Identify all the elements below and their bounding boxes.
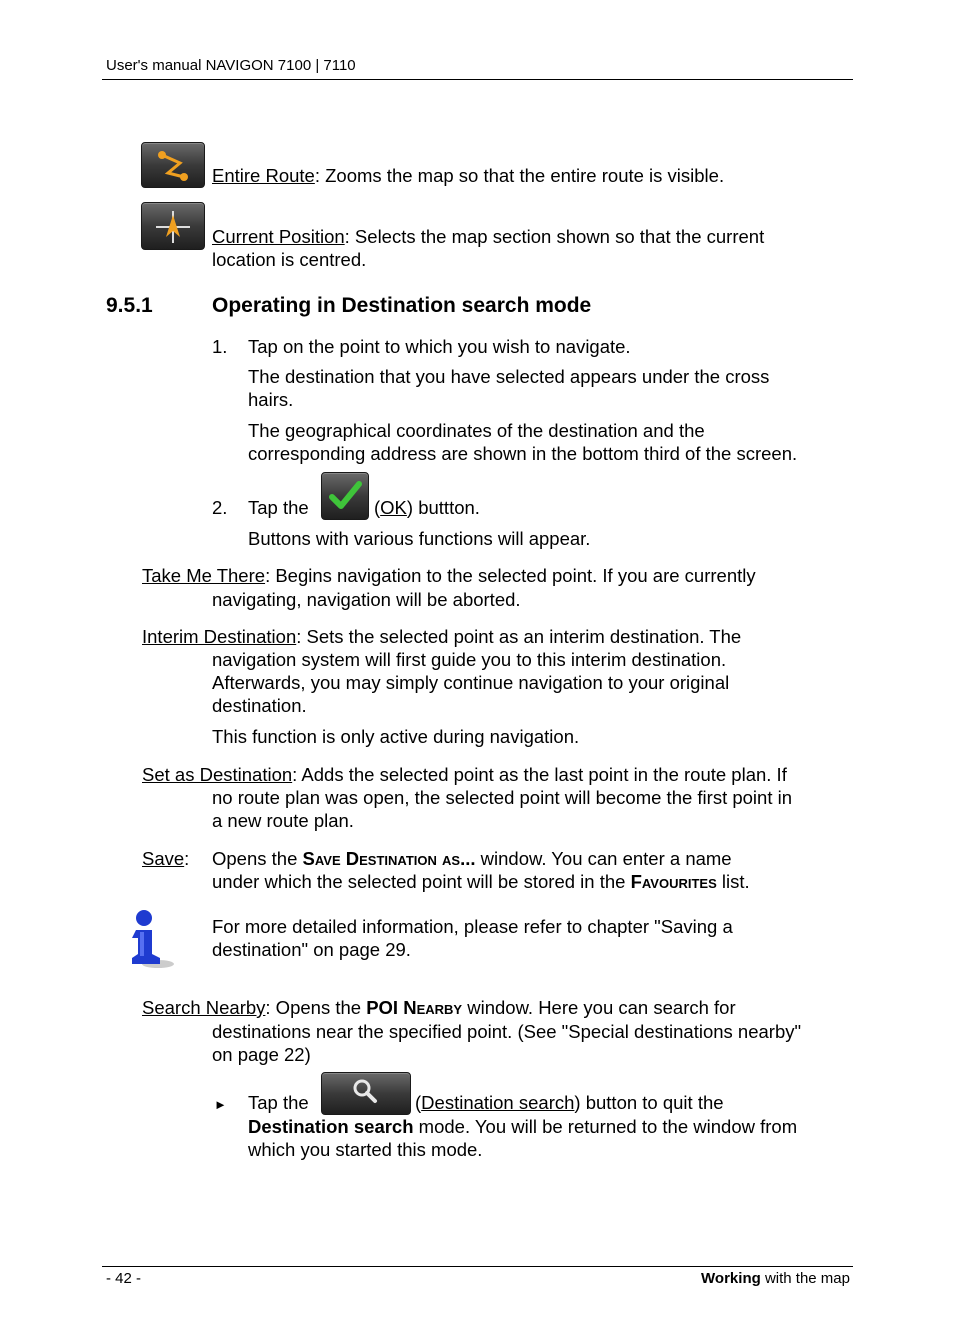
step-2-after: Buttons with various functions will appear.: [248, 528, 591, 549]
save-destination-window-name: Save Destination as...: [302, 848, 476, 869]
step-2-number: 2.: [212, 497, 228, 518]
set-as-destination-continuation: no route plan was open, the selected point will become the first point in a new route plan.: [212, 787, 793, 831]
section-number: 9.5.1: [106, 294, 153, 317]
search-nearby-term: Search Nearby: [142, 997, 266, 1018]
save-term-wrap: Save:: [142, 848, 190, 869]
quit-pre: Tap the: [248, 1092, 309, 1113]
poi-nearby-window-name: POI Nearby: [366, 997, 463, 1018]
entire-route-term: Entire Route: [212, 165, 315, 186]
quit-rest: (Destination search) button to quit the: [415, 1092, 724, 1113]
page-number: - 42 -: [106, 1270, 142, 1287]
bullet-arrow-icon: ►: [214, 1097, 227, 1112]
destination-search-bold: Destination search: [248, 1116, 414, 1137]
current-position-icon: [141, 202, 205, 250]
favourites-name: Favourites: [630, 871, 717, 892]
search-nearby-line-1: Search Nearby: Opens the POI Nearby window. Here you can search for: [142, 997, 736, 1018]
interim-note: This function is only active during navigation.: [212, 726, 580, 747]
search-nearby-continuation: destinations near the specified point. (See "Special destinations nearby" on page 22): [212, 1021, 802, 1065]
running-header: User's manual NAVIGON 7100 | 7110: [106, 57, 356, 74]
current-position-term: Current Position: [212, 226, 345, 247]
footer-section: Working with the map: [701, 1270, 850, 1287]
ok-checkmark-icon: [321, 472, 369, 520]
step-1-text: Tap on the point to which you wish to navigate.: [248, 336, 631, 357]
entire-route-icon: [141, 142, 205, 188]
interim-destination-term: Interim Destination: [142, 626, 297, 647]
entire-route-desc: Entire Route: Zooms the map so that the entire route is visible.: [212, 165, 725, 186]
info-person-icon: [124, 908, 178, 970]
current-position-desc: Current Position: Selects the map section shown so that the current location is centred.: [212, 226, 765, 270]
take-me-there-line-2: navigating, navigation will be aborted.: [212, 589, 521, 610]
footer-rule: [102, 1266, 853, 1267]
info-note-text: For more detailed information, please refer to chapter "Saving a destination" on page 29.: [212, 916, 733, 960]
save-desc: Opens the Save Destination as... window. You can enter a name under which the selected point will be stored in the Favourites list.: [212, 848, 750, 892]
step-1-para-1: The destination that you have selected appears under the cross hairs.: [248, 366, 770, 410]
section-heading: [106, 294, 592, 318]
take-me-there-term: Take Me There: [142, 565, 266, 586]
take-me-there-line-1: Take Me There: Begins navigation to the selected point. If you are currently: [142, 565, 756, 586]
magnifier-icon: [321, 1072, 411, 1115]
destination-search-link: Destination search: [421, 1092, 575, 1113]
step-1-para-2: The geographical coordinates of the destination and the corresponding address are shown in the bottom third of the screen.: [248, 420, 798, 464]
set-as-destination-line-1: Set as Destination: Adds the selected point as the last point in the route plan. If: [142, 764, 787, 785]
quit-continuation: Destination search mode. You will be returned to the window from which you started this mode.: [248, 1116, 798, 1160]
step-2-pre: Tap the: [248, 497, 309, 518]
step-2-rest: (OK) buttton.: [374, 497, 480, 518]
step-1-number: 1.: [212, 336, 228, 357]
set-as-destination-term: Set as Destination: [142, 764, 293, 785]
header-rule: [102, 79, 853, 80]
save-term: Save: [142, 848, 185, 869]
interim-continuation: navigation system will first guide you to this interim destination. Afterwards, you may simply continue navigation to your original destination.: [212, 649, 730, 716]
interim-line-1: Interim Destination: Sets the selected point as an interim destination. The: [142, 626, 742, 647]
ok-link: OK: [380, 497, 407, 518]
section-title: Operating in Destination search mode: [212, 294, 592, 317]
